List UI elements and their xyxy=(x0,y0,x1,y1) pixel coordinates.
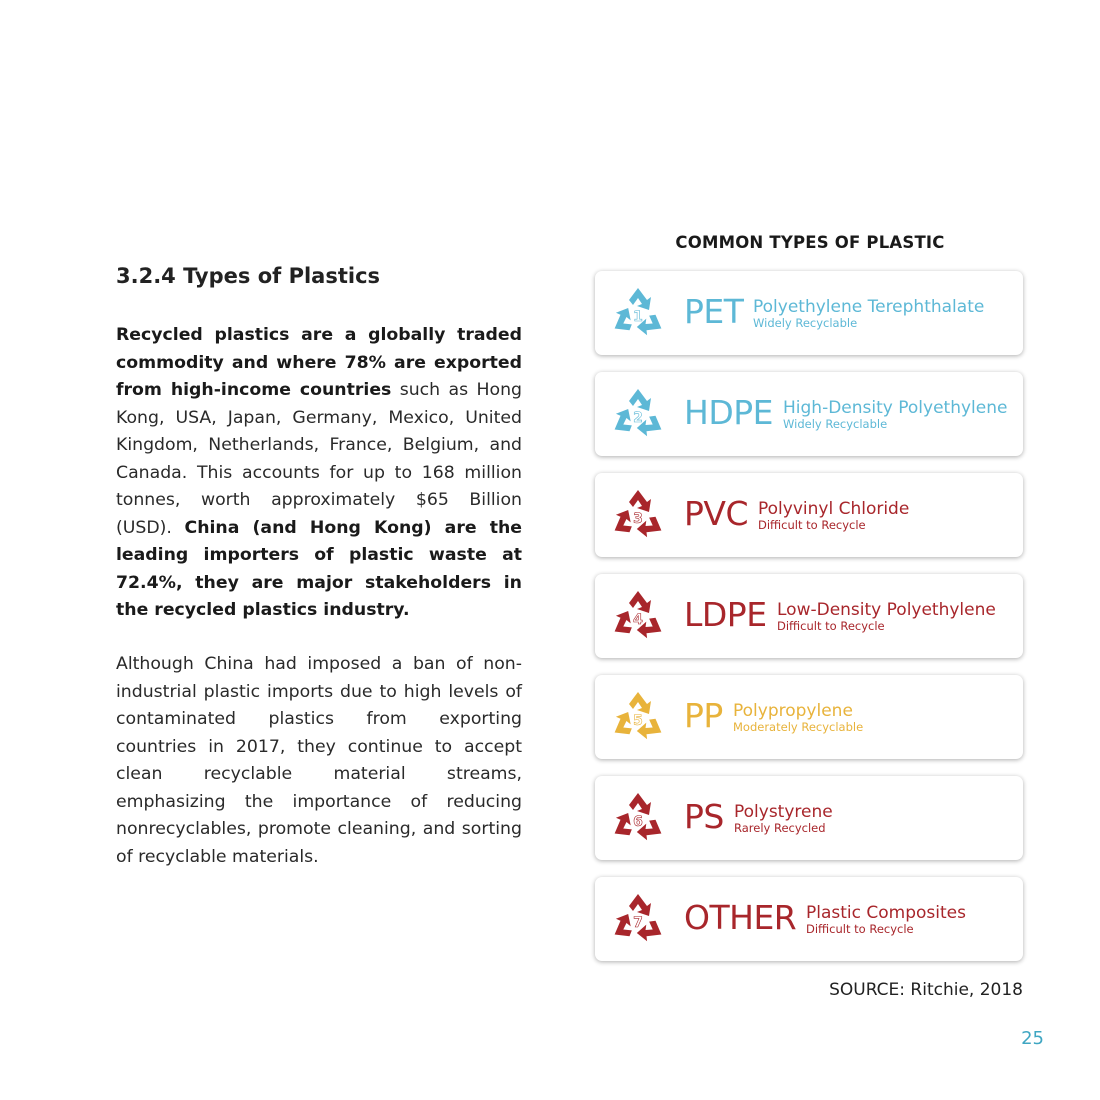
plastic-full-name: Polystyrene xyxy=(734,802,833,822)
plastic-recyclability: Widely Recyclable xyxy=(753,316,858,330)
plastic-card-hdpe xyxy=(595,372,1023,456)
resin-code-number: 1 xyxy=(633,309,643,325)
recycle-icon xyxy=(607,889,669,949)
recycle-icon xyxy=(607,687,669,747)
recycle-icon xyxy=(607,788,669,848)
paragraph-trade-bold-1: Recycled plastics are a globally traded commodity and where 78% are exported from high-income countries xyxy=(116,325,522,400)
plastic-code: OTHER xyxy=(684,898,797,937)
plastic-code: PS xyxy=(684,797,724,836)
plastic-card-ldpe xyxy=(595,574,1023,658)
resin-code-number: 5 xyxy=(633,713,643,729)
plastic-full-name: Polypropylene xyxy=(733,701,853,721)
recycle-icon xyxy=(607,485,669,545)
plastic-card-pvc xyxy=(595,473,1023,557)
plastic-full-name: Polyvinyl Chloride xyxy=(758,499,910,519)
plastic-full-name: High-Density Polyethylene xyxy=(783,398,1008,418)
resin-code-number: 6 xyxy=(633,814,643,830)
plastic-full-name: Plastic Composites xyxy=(806,903,966,923)
plastic-code: PP xyxy=(684,696,723,735)
resin-code-number: 2 xyxy=(633,410,643,426)
plastic-full-name: Polyethylene Terephthalate xyxy=(753,297,985,317)
resin-code-number: 7 xyxy=(633,915,643,931)
page-number: 25 xyxy=(1021,1028,1044,1049)
paragraph-trade-bold-2: China (and Hong Kong) are the leading importers of plastic waste at 72.4%, they are major stakeholders in the recycled plastics industry. xyxy=(116,517,522,620)
plastic-card-pp xyxy=(595,675,1023,759)
plastic-card-other xyxy=(595,877,1023,961)
plastic-code: LDPE xyxy=(684,595,767,634)
plastic-code: HDPE xyxy=(684,393,773,432)
plastic-code: PVC xyxy=(684,494,749,533)
paragraph-china-ban: Although China had imposed a ban of non-industrial plastic imports due to high levels of contaminated plastics from exporting countries in 2017, they continue to accept clean recyclable material streams, emphasizing the importance of reducing nonrecyclables, promote cleaning, and sorting of recyclable materials. xyxy=(116,654,522,867)
plastic-recyclability: Rarely Recycled xyxy=(734,821,826,835)
plastic-recyclability: Moderately Recyclable xyxy=(733,720,864,734)
paragraph-trade-regular: such as Hong Kong, USA, Japan, Germany, Mexico, United Kingdom, Netherlands, France, Belgium, and Canada. This accounts for up to 168 million tonnes, worth approximately $65 Billion (USD). xyxy=(116,380,522,538)
recycle-icon xyxy=(607,586,669,646)
plastic-recyclability: Difficult to Recycle xyxy=(806,922,914,936)
source-citation: SOURCE: Ritchie, 2018 xyxy=(829,980,1023,1000)
recycle-icon xyxy=(607,283,669,343)
section-title: 3.2.4 Types of Plastics xyxy=(116,264,381,288)
panel-title: COMMON TYPES OF PLASTIC xyxy=(675,233,945,252)
paragraph-trade xyxy=(116,322,522,625)
plastic-recyclability: Difficult to Recycle xyxy=(777,619,885,633)
recycle-icon xyxy=(607,384,669,444)
plastic-recyclability: Difficult to Recycle xyxy=(758,518,866,532)
plastic-code: PET xyxy=(684,292,744,331)
plastic-card-pet xyxy=(595,271,1023,355)
plastic-card-ps xyxy=(595,776,1023,860)
plastic-full-name: Low-Density Polyethylene xyxy=(777,600,996,620)
resin-code-number: 3 xyxy=(633,511,643,527)
plastic-recyclability: Widely Recyclable xyxy=(783,417,888,431)
resin-code-number: 4 xyxy=(633,612,643,628)
